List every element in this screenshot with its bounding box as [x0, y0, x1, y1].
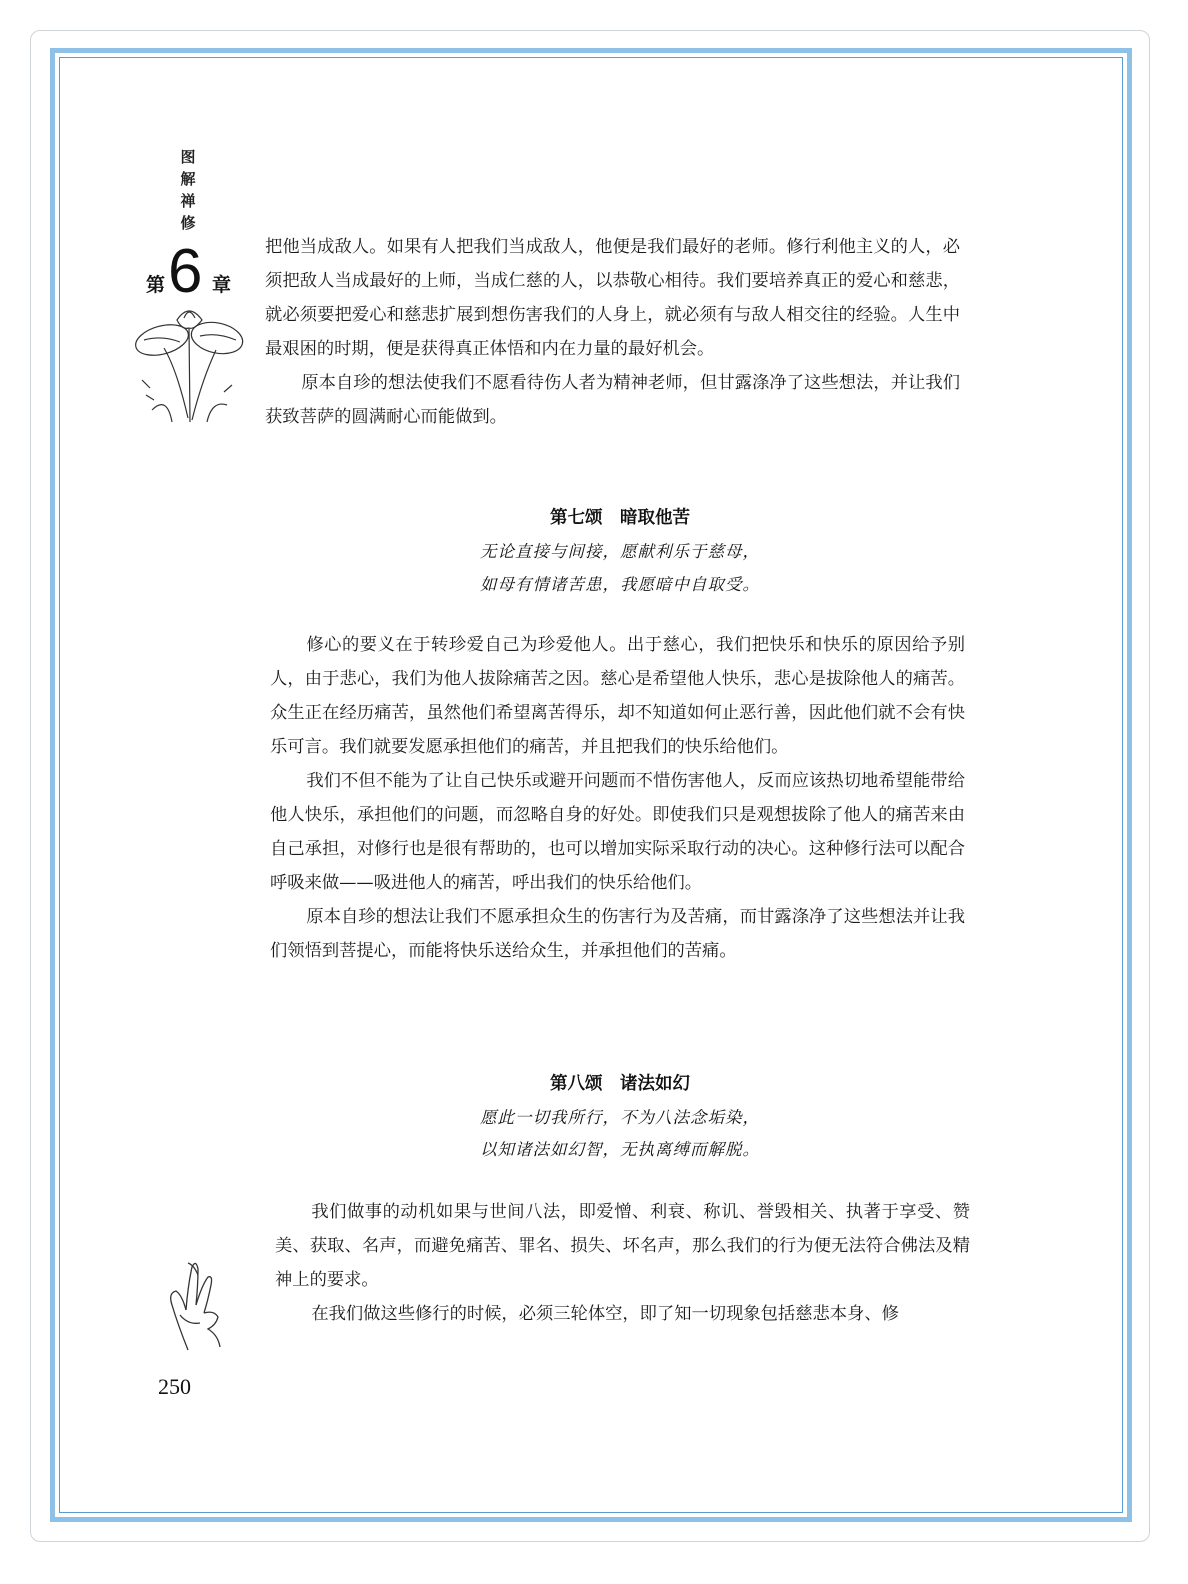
- body-paragraph: 修心的要义在于转珍爱自己为珍爱他人。出于慈心，我们把快乐和快乐的原因给予别人，由于悲心，我们为他人拔除痛苦之因。慈心是希望他人快乐，悲心是拔除他人的痛苦。众生正在经历痛苦，虽然他们希望离苦得乐，却不知道如何止恶行善，因此他们就不会有快乐可言。我们就要发愿承担他们的痛苦，并且把我们的快乐给他们。: [270, 635, 965, 757]
- body-paragraph: 我们不但不能为了让自己快乐或避开问题而不惜伤害他人，反而应该热切地希望能带给他人快乐，承担他们的问题，而忽略自身的好处。即使我们只是观想拔除了他人的痛苦来由自己承担，对修行也是很有帮助的，也可以增加实际采取行动的决心。这种修行法可以配合呼吸来做——吸进他人的痛苦，呼出我们的快乐给他们。: [270, 771, 965, 893]
- side-title-char: 图: [180, 148, 196, 166]
- page-number: 250: [158, 1374, 191, 1399]
- chapter-suffix: 章: [212, 274, 232, 296]
- verse-8-line-2: 以知诸法如幻智，无执离缚而解脱。: [480, 1140, 760, 1159]
- body-paragraph: 把他当成敌人。如果有人把我们当成敌人，他便是我们最好的老师。修行利他主义的人，必须把敌人当成最好的上师，当成仁慈的人，以恭敬心相待。我们要培养真正的爱心和慈悲，就必须要把爱心和慈悲扩展到想伤害我们的人身上，就必须有与敌人相交往的经验。人生中最艰困的时期，便是获得真正体悟和内在力量的最好机会。: [265, 237, 960, 359]
- side-book-title: [178, 146, 198, 234]
- verse-7-title: 第七颂 暗取他苦: [550, 508, 690, 528]
- side-title-char: 禅: [180, 192, 196, 210]
- verse-8-line-1: 愿此一切我所行，不为八法念垢染，: [480, 1108, 760, 1127]
- body-paragraph: 在我们做这些修行的时候，必须三轮体空，即了知一切现象包括慈悲本身、修: [311, 1304, 899, 1324]
- paragraph-block-3: [275, 1195, 970, 1331]
- side-title-char: 修: [180, 214, 196, 232]
- verse-7-line-2: 如母有情诸苦患，我愿暗中自取受。: [480, 575, 760, 594]
- lotus-illustration-icon: [132, 300, 247, 425]
- body-paragraph: 原本自珍的想法让我们不愿承担众生的伤害行为及苦痛，而甘露涤净了这些想法并让我们领悟到菩提心，而能将快乐送给众生，并承担他们的苦痛。: [270, 907, 965, 961]
- body-paragraph: 原本自珍的想法使我们不愿看待伤人者为精神老师，但甘露涤净了这些想法，并让我们获致菩萨的圆满耐心而能做到。: [265, 373, 960, 427]
- verse-8-title: 第八颂 诸法如幻: [550, 1074, 690, 1094]
- side-title-char: 解: [180, 170, 196, 188]
- chapter-number: 6: [168, 237, 201, 306]
- hand-mudra-illustration-icon: [158, 1255, 230, 1355]
- body-paragraph: 我们做事的动机如果与世间八法，即爱憎、利衰、称讥、誉毁相关、执著于享受、赞美、获取、名声，而避免痛苦、罪名、损失、坏名声，那么我们的行为便无法符合佛法及精神上的要求。: [275, 1202, 970, 1290]
- chapter-prefix: 第: [146, 274, 166, 296]
- paragraph-block-2: [270, 628, 965, 968]
- paragraph-block-1: [265, 230, 960, 434]
- verse-7-line-1: 无论直接与间接，愿献利乐于慈母，: [480, 542, 760, 561]
